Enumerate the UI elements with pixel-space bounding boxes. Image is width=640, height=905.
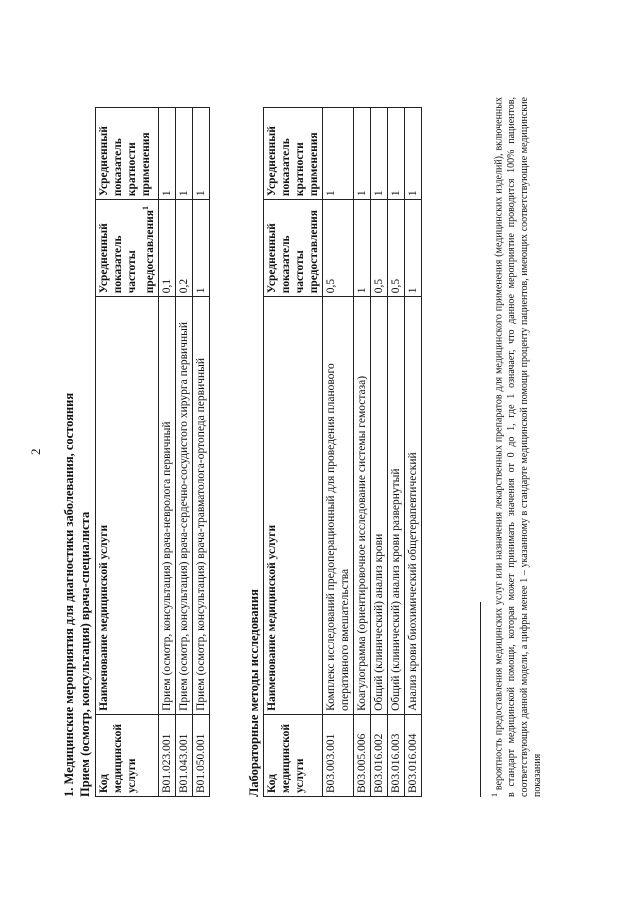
cell-frequency: 0,1 xyxy=(158,200,175,297)
lab-methods-heading: Лабораторные методы исследования xyxy=(247,589,261,797)
cell-multiplicity: 1 xyxy=(158,108,175,200)
table-header-row xyxy=(96,108,159,797)
cell-multiplicity: 1 xyxy=(323,108,354,200)
cell-name: Общий (клинический) анализ крови развернутый xyxy=(388,297,405,715)
header-frequency-text: Усредненный показатель частоты предоставления xyxy=(98,210,156,294)
cell-name: Коагулограмма (ориентировочное исследование системы гемостаза) xyxy=(354,297,371,715)
table-row xyxy=(323,108,354,797)
header-multiplicity: Усредненный показатель кратности применения xyxy=(264,108,323,200)
subsection-heading: Прием (осмотр, консультация) врача-специалиста xyxy=(78,511,92,797)
cell-code: B03.016.002 xyxy=(371,714,388,796)
cell-name: Прием (осмотр, консультация) врача-травматолога-ортопеда первичный xyxy=(192,297,209,715)
cell-name: Прием (осмотр, консультация) врача-невролога первичный xyxy=(158,297,175,715)
cell-frequency: 0,2 xyxy=(175,200,192,297)
cell-multiplicity: 1 xyxy=(371,108,388,200)
table-row xyxy=(175,108,192,797)
cell-frequency: 0,5 xyxy=(371,200,388,297)
cell-code: B03.003.001 xyxy=(323,714,354,796)
cell-frequency: 1 xyxy=(354,200,371,297)
table-header-row xyxy=(264,108,323,797)
cell-name: Комплекс исследований предоперационный для проведения планового оперативного вмешательства xyxy=(323,297,354,715)
footnote-ref: 1 xyxy=(141,206,150,211)
cell-multiplicity: 1 xyxy=(354,108,371,200)
footnote xyxy=(488,97,544,797)
lab-methods-table xyxy=(263,107,422,797)
header-name: Наименование медицинской услуги xyxy=(264,297,323,715)
table-row xyxy=(388,108,405,797)
cell-name: Прием (осмотр, консультация) врача-сердечно-сосудистого хирурга первичный xyxy=(175,297,192,715)
cell-multiplicity: 1 xyxy=(175,108,192,200)
table-row xyxy=(158,108,175,797)
cell-name: Анализ крови биохимический общетерапевтический xyxy=(405,297,422,715)
cell-code: B03.016.004 xyxy=(405,714,422,796)
header-frequency xyxy=(96,200,159,297)
cell-frequency: 1 xyxy=(192,200,209,297)
specialist-consultation-table xyxy=(95,107,210,797)
header-name: Наименование медицинской услуги xyxy=(96,297,159,715)
cell-name: Общий (клинический) анализ крови xyxy=(371,297,388,715)
cell-frequency: 0,5 xyxy=(388,200,405,297)
cell-multiplicity: 1 xyxy=(405,108,422,200)
section-heading: 1. Медицинские мероприятия для диагностики заболевания, состояния xyxy=(62,392,76,797)
cell-code: B03.005.006 xyxy=(354,714,371,796)
cell-frequency: 1 xyxy=(405,200,422,297)
page-number: 2 xyxy=(28,448,43,455)
cell-code: B01.023.001 xyxy=(158,714,175,796)
header-code: Код медицинской услуги xyxy=(264,714,323,796)
cell-code: B03.016.003 xyxy=(388,714,405,796)
header-multiplicity: Усредненный показатель кратности применения xyxy=(96,108,159,200)
cell-code: B01.043.001 xyxy=(175,714,192,796)
cell-multiplicity: 1 xyxy=(388,108,405,200)
header-frequency: Усредненный показатель частоты предоставления xyxy=(264,200,323,297)
footnote-text: вероятность предоставления медицинских услуг или назначения лекарственных препаратов для медицинского применения (медицинских изделий), включенных в стандарт медицинской помощи, которая может принимать значения от 0 до 1, где 1 означает, что данное мероприятие проводится 100% пациентов, соответствующих данной модели, а цифры менее 1 – указанному в стандарте медицинской помощи проценту пациентов, имеющих соответствующие медицинские показания xyxy=(493,97,544,797)
header-code: Код медицинской услуги xyxy=(96,714,159,796)
table-row xyxy=(371,108,388,797)
footnote-separator xyxy=(480,602,481,797)
table-row xyxy=(405,108,422,797)
cell-multiplicity: 1 xyxy=(192,108,209,200)
cell-frequency: 0,5 xyxy=(323,200,354,297)
table-row xyxy=(192,108,209,797)
table-row xyxy=(354,108,371,797)
cell-code: B01.050.001 xyxy=(192,714,209,796)
footnote-mark: 1 xyxy=(490,793,499,797)
